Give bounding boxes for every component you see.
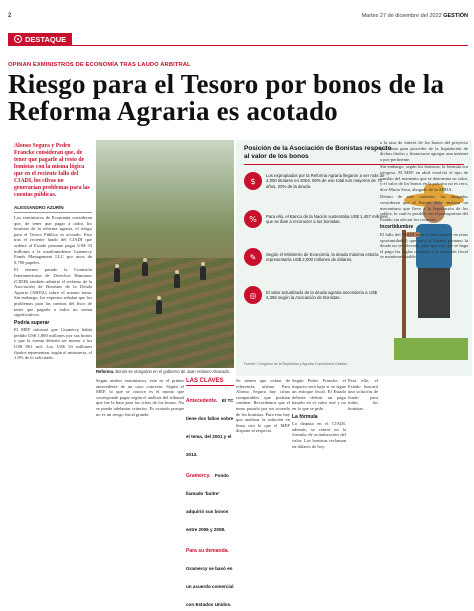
infographic-row-text: Los expropiados por la Reforma Agraria llegaron a ser más de 4,000 titulares en 2004. 80% de ese total son mayores de 70 años, 20% de la deuda.	[266, 173, 385, 189]
key-points-box	[186, 378, 234, 607]
page-date: Martes 27 de diciembre del 2022	[361, 13, 442, 19]
page-date-brand	[362, 13, 468, 19]
section-label: DESTAQUE	[25, 34, 67, 44]
paragraph: El MEF informó que Gramercy había pedido US$ 1,800 millones por sus bonos y que la cuenta debería ser menor a los US$ 861 mil. Los US$ 33 millones fijados representan, según el ministerio, el 1.8% de lo solicitado.	[14, 327, 92, 361]
paragraph: El viernes pasado la Comisión Interamericana de Derechos Humanos (CIDH) también admitió el reclamo de la Asociación de Bonistas de la Deuda Agraria (ABDA) sobre el mismo tema. Sin embargo, los expertos señalan que los problemas para las cuentas del fisco de tener que pagarle a todos no serían significativos.	[14, 267, 92, 318]
key-point	[186, 539, 234, 611]
body-column-5: Para ello, el Estado buscará una solución de fondo para todos los bonistas.	[348, 378, 378, 411]
key-point-label: Gramercy.	[186, 473, 211, 479]
key-point-label: Para su demanda.	[186, 548, 229, 554]
infographic-row-text: El valor actualizado de la deuda agraria ascendería a US$ 4,355 según la Asociación de Bonistas.	[266, 289, 378, 300]
body-column-1	[14, 215, 92, 470]
key-point-text: Fondo llamado 'buitre' adquirió sus bonos entre 2006 y 2008.	[186, 473, 229, 532]
headline: Riesgo para el Tesoro por bonos de la Reforma Agraria es acotado	[8, 69, 445, 126]
photo-figure	[142, 262, 148, 276]
infographic-row	[244, 170, 388, 192]
document-icon: ✎	[244, 248, 262, 266]
infographic-row	[244, 208, 388, 230]
infographic-row-text: Para ello, el Banco de la Nación sustentaba US$ 1,457 millones que se iban a reconocer a los bonistas.	[266, 213, 388, 224]
farm-workers-photo	[96, 140, 234, 368]
key-point	[186, 389, 234, 461]
target-icon	[14, 35, 22, 43]
brand-name: GESTIÓN	[443, 13, 468, 19]
key-point	[186, 464, 234, 536]
body-column-6	[380, 140, 468, 470]
paragraph: La disputa en el CIADI, además, se centró en la fórmula de actualización del valor. Los bonistas reclaman en dólares de hoy.	[292, 421, 346, 449]
paragraph: Los exministros de Economía consideran que, de tener que pagar a todos los bonistas de la reforma agraria, el riesgo para el Tesoro Público es acotado. Esto tras el reciente laudo del CIADI que ordenó al Estado peruano pagar US$ 33 millones a la estadounidense Gramercy Funds Management LLC por unos de 9,700 papeles.	[14, 215, 92, 265]
kicker: OPINAN EXMINISTROS DE ECONOMÍA TRAS LAUDO ARBITRAL	[8, 62, 191, 68]
photo-caption	[96, 369, 234, 374]
photo-figure	[156, 300, 162, 314]
body-column-3: Se tienen que valuar de referencia, afirma. Para Alonso Segura hay cifras comparables que podrían cambiar. Recordemos que el tema pasaría por un acuerdo de los bonistas. Para esto hay que analizar la solución en línea con lo que el MEF dispone al respecto.	[236, 378, 290, 434]
page-header	[8, 13, 468, 22]
paragraph: El fallo del CIADI tiene (como ocurrió en otras oportunidades) que para el Estado peruano la deuda no sea elevada, pero una vez que se haga el pago las reglas cambian y la situación fiscal se mantiene estable.	[380, 231, 468, 260]
byline: ALESSANDRO AZURÍN	[14, 205, 64, 210]
key-point-label: Antecedente.	[186, 398, 218, 404]
photo-figure	[174, 274, 180, 288]
infographic-source: Fuente: Congreso de la República y Agraria Consultores Gestión	[244, 362, 348, 366]
infographic-row-text: Según el Ministerio de Economía, la deuda máxima estaría representaría US$ 2,000 millones de dólares.	[266, 251, 379, 262]
infographic-row	[244, 246, 388, 268]
subheading: La fórmula	[292, 413, 318, 420]
body-column-2: Según ambos exministros, este es el primer antecedente de un caso concreto. Según el MEF, lo que se conoce es el monto que corresponde pagar según el análisis del tribunal que fue la base para las cifras de los bonos. No se puede adelantar criterios. Es acotado porque no es un riesgo fiscal grande.	[96, 378, 184, 417]
caption-lead: Reforma.	[96, 369, 115, 374]
subheading: Incertidumbre	[380, 224, 414, 231]
page-number: 2	[8, 13, 12, 19]
percent-icon: %	[244, 210, 262, 228]
photo-figure	[200, 266, 206, 280]
infographic-row	[244, 284, 388, 306]
key-points-title: LAS CLAVES	[186, 378, 234, 386]
key-point-text: Gramercy se basó en un acuerdo comercial con Estados Unidos.	[186, 566, 234, 607]
paragraph: a la tasa de interés de los bonos del proyecto que toma para proceder de la liquidación de dichos títulos y financiarse agregar una internet a pro-pertinente.	[380, 140, 468, 162]
paragraph: Dentro de este contexto, los abogados consideran que el Estado debe analizar un mecanismo que lleve a la liquidación de los saldos, lo cual es posible con el presupuesto del Estado sin afectar los recursos.	[380, 194, 468, 222]
deck: Alonso Segura y Pedro Francke consideran que, de tener que pagarle al resto de bonistas con la misma lógica que en el reciente fallo del CIADI, los cifras no generarían problemas para las cuentas públicas.	[14, 143, 90, 198]
section-rule	[8, 45, 468, 46]
subheading: Podría superar	[14, 319, 50, 326]
infographic-title: Posición de la Asociación de Bonistas respecto al valor de los bonos	[244, 145, 392, 160]
caption-text: Bonos se otorgaron en el gobierno de Juan Velasco Alvarado.	[115, 369, 231, 374]
paragraph: Según Pedro Francke, el impacto será bajo si se sigue un enfoque fiscal. El Estado debería definir un pago basado en el valor real y no en lo que se pide.	[292, 378, 346, 411]
body-column-4	[292, 378, 346, 470]
photo-figure	[114, 268, 120, 282]
dollar-icon: $	[244, 172, 262, 190]
key-point-text: El TC tiene dos fallos sobre el tema, del 2001 y el 2013.	[186, 398, 234, 457]
paragraph: Sin embargo, según los bonistas, la fórmula era riesgosa. El MEF en abril resolvió el tipo de cambio del momento que se determina su valor, y el valor de los bonos en la práctica no es cero, dice Mario Sosa, abogado de la ABDA.	[380, 164, 469, 192]
byline-rule	[14, 212, 92, 213]
target-icon: ◎	[244, 286, 262, 304]
section-tag	[8, 33, 72, 45]
